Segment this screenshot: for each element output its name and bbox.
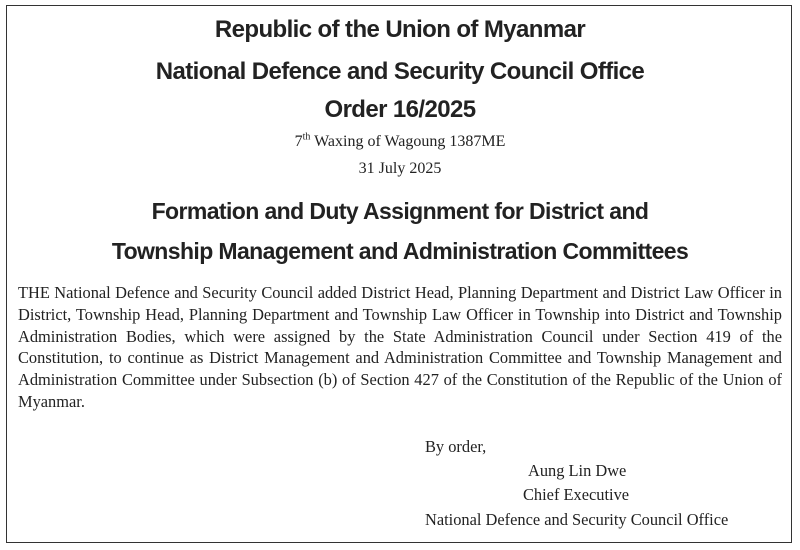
lunar-day-suffix: th (302, 131, 311, 143)
gregorian-date: 31 July 2025 (358, 160, 442, 177)
signatory-name: Aung Lin Dwe (528, 461, 627, 480)
signatory-title: Chief Executive (523, 485, 630, 504)
lunar-date-rest: Waxing of Wagoung 1387ME (310, 133, 506, 150)
country-heading: Republic of the Union of Myanmar (214, 16, 586, 43)
order-title-line-2: Township Management and Administration Committees (111, 238, 689, 264)
order-title-line-1: Formation and Duty Assignment for District and (151, 198, 649, 224)
lunar-date (0, 133, 800, 151)
office-heading: National Defence and Security Council Office (155, 58, 645, 85)
by-order-label: By order, (425, 437, 487, 456)
order-body-paragraph: THE National Defence and Security Council added District Head, Planning Department and District Law Officer in District, Township Head, Planning Department and Township Law Officer in Township into District and Township Administration Bodies, which were assigned by the State Administration Council under Section 419 of the Constitution, to continue as District Management and Administration Committee and Township Management and Administration Committee under Subsection (b) of Section 427 of the Constitution of the Republic of the Union of Myanmar. (18, 283, 782, 411)
lunar-day: 7 (294, 133, 303, 150)
signatory-office: National Defence and Security Council Office (425, 510, 729, 529)
order-number: Order 16/2025 (324, 96, 476, 123)
